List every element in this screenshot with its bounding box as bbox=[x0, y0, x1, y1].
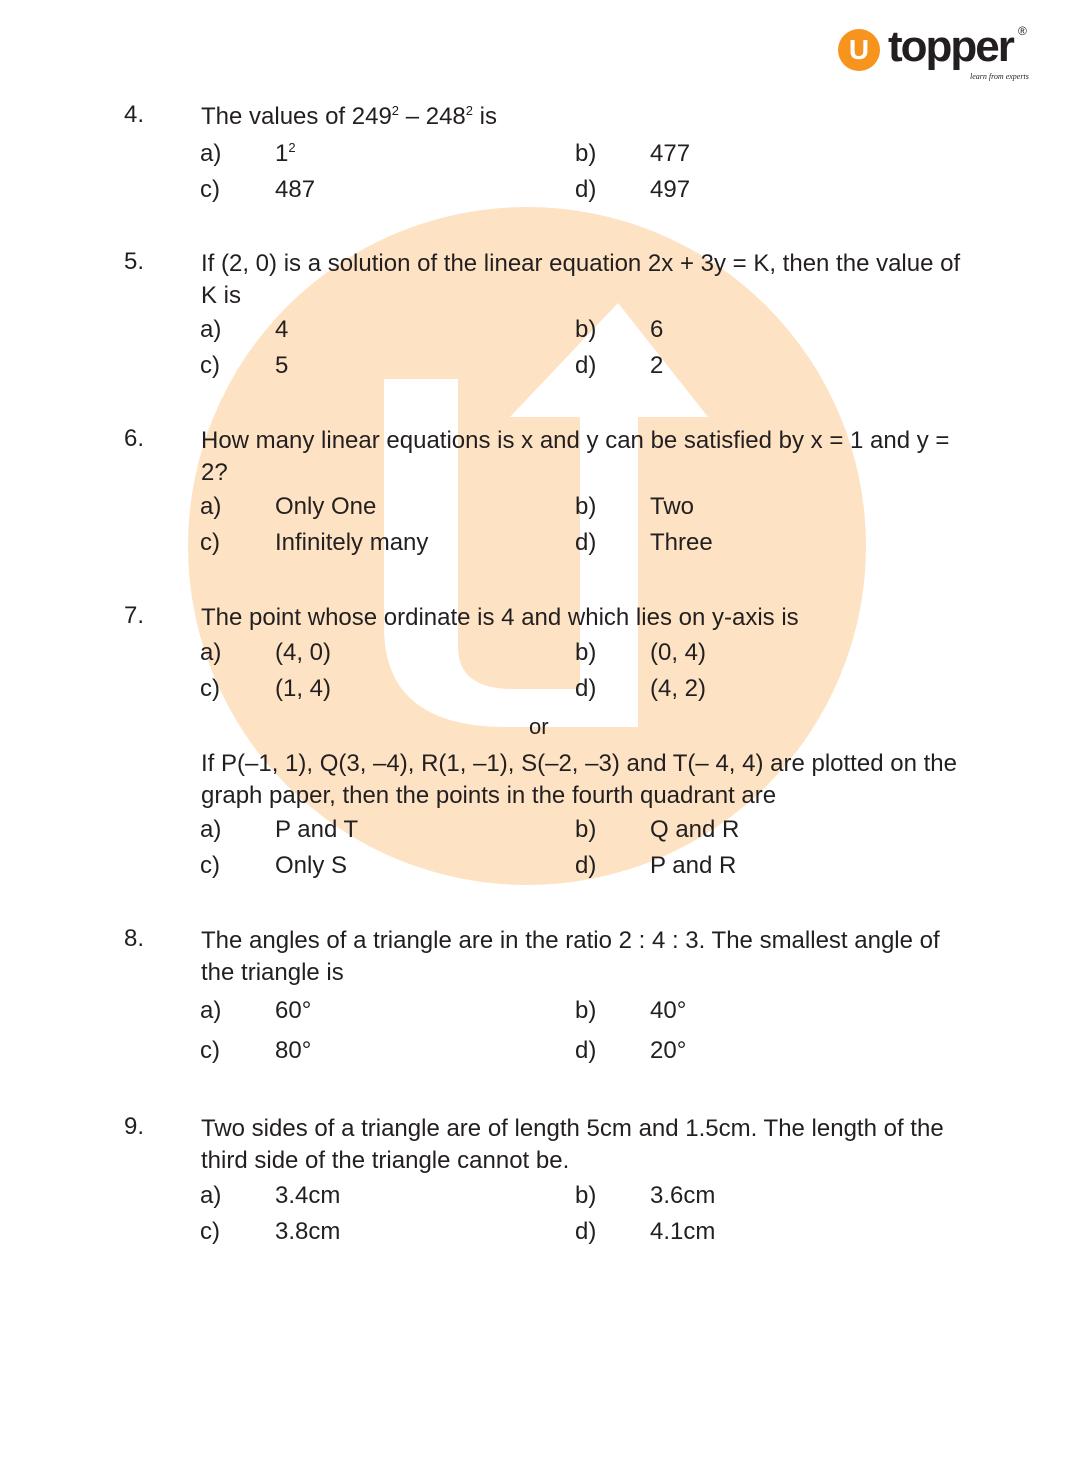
option-row bbox=[0, 1037, 1075, 1069]
brand-badge-icon: U bbox=[838, 29, 880, 71]
option-row bbox=[0, 529, 1075, 561]
question-text: The angles of a triangle are in the ratio 2 : 4 : 3. The smallest angle of the triangle is bbox=[201, 927, 940, 986]
question-number: 7. bbox=[124, 602, 145, 629]
option-a-value: 3.4cm bbox=[275, 1182, 341, 1209]
option-a-label: a) bbox=[200, 493, 222, 520]
question-number: 9. bbox=[124, 1113, 145, 1140]
option-a-value: $1^2$ bbox=[275, 140, 296, 167]
option-c-value: Infinitely many bbox=[275, 529, 429, 556]
question-text: Two sides of a triangle are of length 5cm and 1.5cm. The length of the third side of the triangle cannot be. bbox=[201, 1115, 944, 1174]
question-text: If (2, 0) is a solution of the linear equation 2x + 3y = K, then the value of K is bbox=[201, 250, 961, 309]
option-row bbox=[0, 675, 1075, 707]
option-c-label: c) bbox=[200, 852, 220, 879]
option-a-value: Only One bbox=[275, 493, 377, 520]
option-d-value: P and R bbox=[650, 852, 737, 879]
option-a-label: a) bbox=[200, 997, 222, 1024]
option-b-value: 40° bbox=[650, 997, 687, 1024]
option-row bbox=[0, 1182, 1075, 1214]
option-d-value: 20° bbox=[650, 1037, 687, 1064]
option-row bbox=[0, 852, 1075, 884]
option-c-label: c) bbox=[200, 1037, 220, 1064]
option-b-label: b) bbox=[575, 639, 597, 666]
option-a-value: 4 bbox=[275, 316, 289, 343]
option-d-label: d) bbox=[575, 352, 597, 379]
question-text: How many linear equations is x and y can be satisfied by x = 1 and y = 2? bbox=[201, 427, 950, 486]
option-d-label: d) bbox=[575, 176, 597, 203]
option-b-value: Q and R bbox=[650, 816, 740, 843]
option-a-value: (4, 0) bbox=[275, 639, 332, 666]
option-d-value: Three bbox=[650, 529, 713, 556]
option-c-value: 487 bbox=[275, 176, 316, 203]
question-number: 5. bbox=[124, 248, 145, 275]
option-d-label: d) bbox=[575, 529, 597, 556]
option-d-label: d) bbox=[575, 1037, 597, 1064]
option-c-value: (1, 4) bbox=[275, 675, 332, 702]
option-a-value: P and T bbox=[275, 816, 359, 843]
option-c-value: Only S bbox=[275, 852, 348, 879]
option-d-value: 4.1cm bbox=[650, 1218, 716, 1245]
option-d-value: 2 bbox=[650, 352, 664, 379]
option-c-label: c) bbox=[200, 176, 220, 203]
question-number: 4. bbox=[124, 101, 145, 128]
option-c-label: c) bbox=[200, 1218, 220, 1245]
option-a-label: a) bbox=[200, 140, 222, 167]
option-row bbox=[0, 639, 1075, 671]
option-row bbox=[0, 816, 1075, 848]
option-b-value: 477 bbox=[650, 140, 691, 167]
option-c-value: 5 bbox=[275, 352, 289, 379]
option-b-value: Two bbox=[650, 493, 695, 520]
option-row bbox=[0, 316, 1075, 348]
question-number: 6. bbox=[124, 425, 145, 452]
option-row bbox=[0, 352, 1075, 384]
brand-name: topper bbox=[888, 22, 1013, 71]
option-b-label: b) bbox=[575, 997, 597, 1024]
option-b-label: b) bbox=[575, 493, 597, 520]
option-c-value: 3.8cm bbox=[275, 1218, 341, 1245]
option-c-label: c) bbox=[200, 352, 220, 379]
option-d-label: d) bbox=[575, 675, 597, 702]
option-a-label: a) bbox=[200, 316, 222, 343]
option-b-value: (0, 4) bbox=[650, 639, 707, 666]
option-d-label: d) bbox=[575, 1218, 597, 1245]
brand-logo bbox=[836, 24, 1036, 84]
registered-mark: ® bbox=[1018, 24, 1027, 38]
option-a-label: a) bbox=[200, 1182, 222, 1209]
option-b-value: 3.6cm bbox=[650, 1182, 716, 1209]
option-d-value: 497 bbox=[650, 176, 691, 203]
option-a-label: a) bbox=[200, 639, 222, 666]
question-text: The point whose ordinate is 4 and which lies on y-axis is bbox=[201, 604, 799, 631]
option-d-label: d) bbox=[575, 852, 597, 879]
option-row bbox=[0, 997, 1075, 1029]
option-row bbox=[0, 1218, 1075, 1250]
brand-tagline: learn from experts bbox=[970, 72, 1029, 81]
option-c-label: c) bbox=[200, 529, 220, 556]
option-row bbox=[0, 140, 1075, 172]
option-a-label: a) bbox=[200, 816, 222, 843]
option-b-label: b) bbox=[575, 140, 597, 167]
option-d-value: (4, 2) bbox=[650, 675, 707, 702]
option-row bbox=[0, 176, 1075, 208]
or-separator: or bbox=[529, 714, 549, 739]
question-text: The values of $249^2 - 248^2$ is bbox=[201, 103, 497, 130]
option-b-label: b) bbox=[575, 316, 597, 343]
option-row bbox=[0, 493, 1075, 525]
question-number: 8. bbox=[124, 925, 145, 952]
alternate-question-text: If P(–1, 1), Q(3, –4), R(1, –1), S(–2, –3) and T(– 4, 4) are plotted on the graph paper, then the points in the fourth quadrant are bbox=[201, 750, 957, 809]
option-b-value: 6 bbox=[650, 316, 664, 343]
option-c-value: 80° bbox=[275, 1037, 312, 1064]
option-a-value: 60° bbox=[275, 997, 312, 1024]
option-b-label: b) bbox=[575, 816, 597, 843]
option-b-label: b) bbox=[575, 1182, 597, 1209]
option-c-label: c) bbox=[200, 675, 220, 702]
